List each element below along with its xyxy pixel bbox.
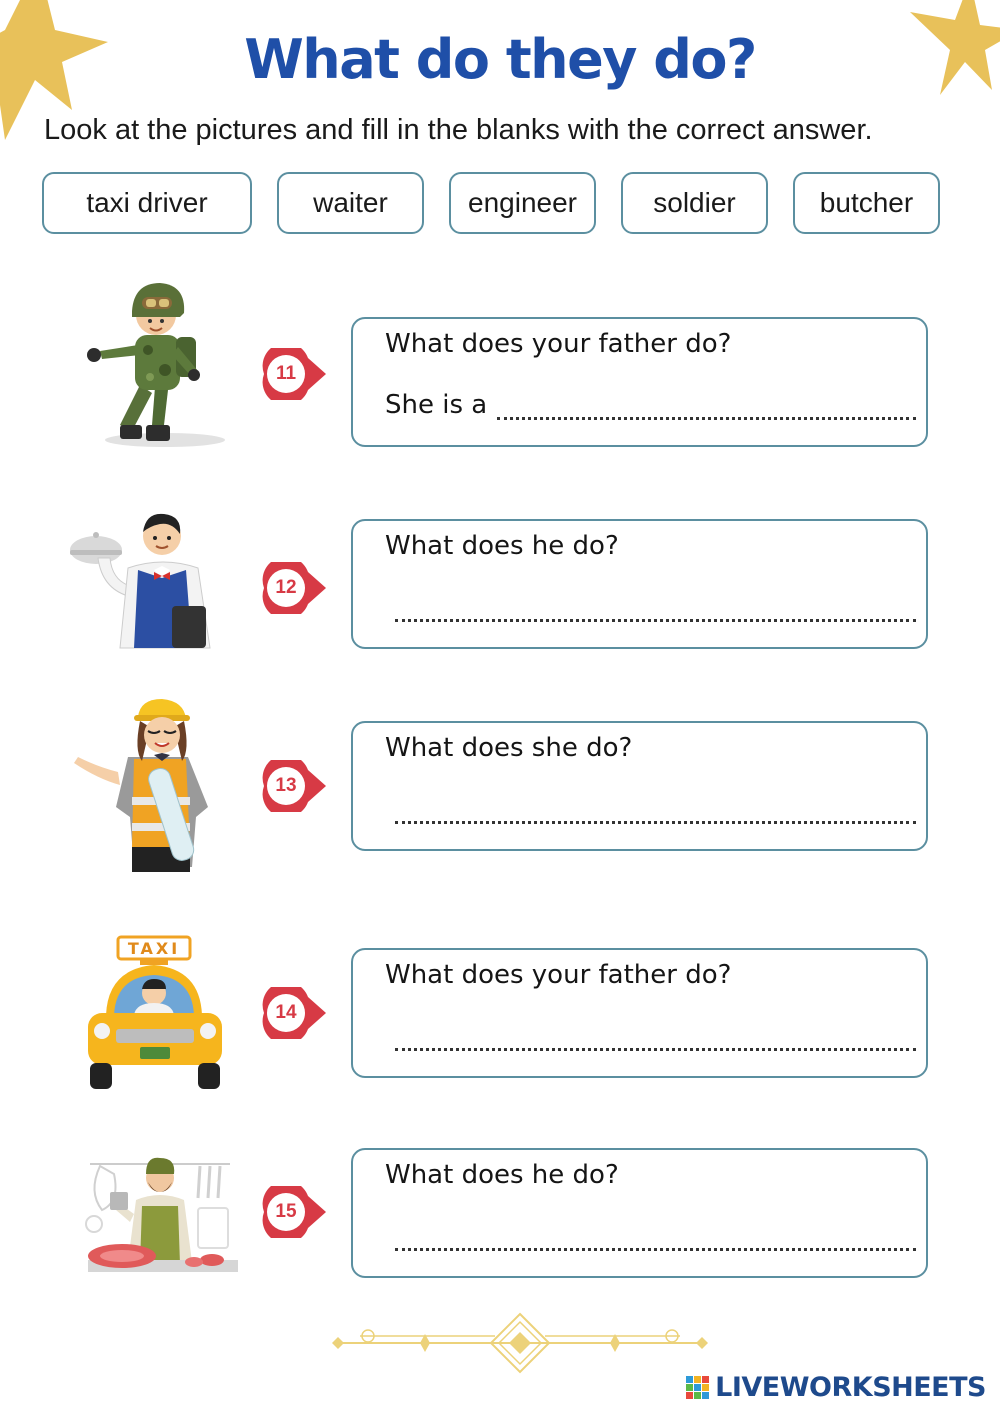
answer-input[interactable] <box>497 389 916 420</box>
question-number: 13 <box>275 775 297 796</box>
question-card <box>351 948 928 1078</box>
soldier-illustration <box>80 275 230 450</box>
taxi-driver-illustration <box>80 935 230 1095</box>
question-number-badge <box>258 760 330 812</box>
question-number: 15 <box>275 1201 297 1222</box>
instruction-text: Look at the pictures and fill in the blanks with the correct answer. <box>44 114 873 146</box>
question-text: What does your father do? <box>385 329 732 359</box>
question-card <box>351 1148 928 1278</box>
butcher-illustration <box>80 1152 245 1277</box>
question-number: 12 <box>275 577 297 598</box>
word-bank-soldier[interactable]: soldier <box>621 172 768 234</box>
answer-row <box>385 591 916 622</box>
answer-row <box>385 389 916 420</box>
answer-input[interactable] <box>395 1220 916 1251</box>
word-bank-waiter[interactable]: waiter <box>277 172 424 234</box>
question-number-badge <box>258 987 330 1039</box>
question-number: 14 <box>275 1002 297 1023</box>
liveworksheets-logo <box>685 1372 986 1403</box>
word-bank-engineer[interactable]: engineer <box>449 172 596 234</box>
answer-input[interactable] <box>395 591 916 622</box>
page-title: What do they do? <box>244 28 756 91</box>
question-number-badge <box>258 562 330 614</box>
taxi-sign-text: TAXI <box>127 939 181 958</box>
liveworksheets-logo-icon <box>685 1375 711 1401</box>
question-text: What does she do? <box>385 733 633 763</box>
question-card <box>351 519 928 649</box>
decorative-divider <box>320 1310 720 1376</box>
question-number-badge <box>258 348 330 400</box>
question-number: 11 <box>275 363 297 384</box>
answer-prefix: She is a <box>385 390 488 420</box>
question-number-badge <box>258 1186 330 1238</box>
question-text: What does he do? <box>385 531 619 561</box>
answer-input[interactable] <box>395 793 916 824</box>
engineer-illustration <box>68 697 228 875</box>
question-text: What does he do? <box>385 1160 619 1190</box>
answer-row <box>385 1020 916 1051</box>
answer-row <box>385 1220 916 1251</box>
question-card <box>351 317 928 447</box>
question-text: What does your father do? <box>385 960 732 990</box>
answer-input[interactable] <box>395 1020 916 1051</box>
waiter-illustration <box>68 508 228 653</box>
answer-row <box>385 793 916 824</box>
word-bank-taxi-driver[interactable]: taxi driver <box>42 172 252 234</box>
question-card <box>351 721 928 851</box>
brand-name: LIVEWORKSHEETS <box>715 1372 986 1403</box>
word-bank-butcher[interactable]: butcher <box>793 172 940 234</box>
